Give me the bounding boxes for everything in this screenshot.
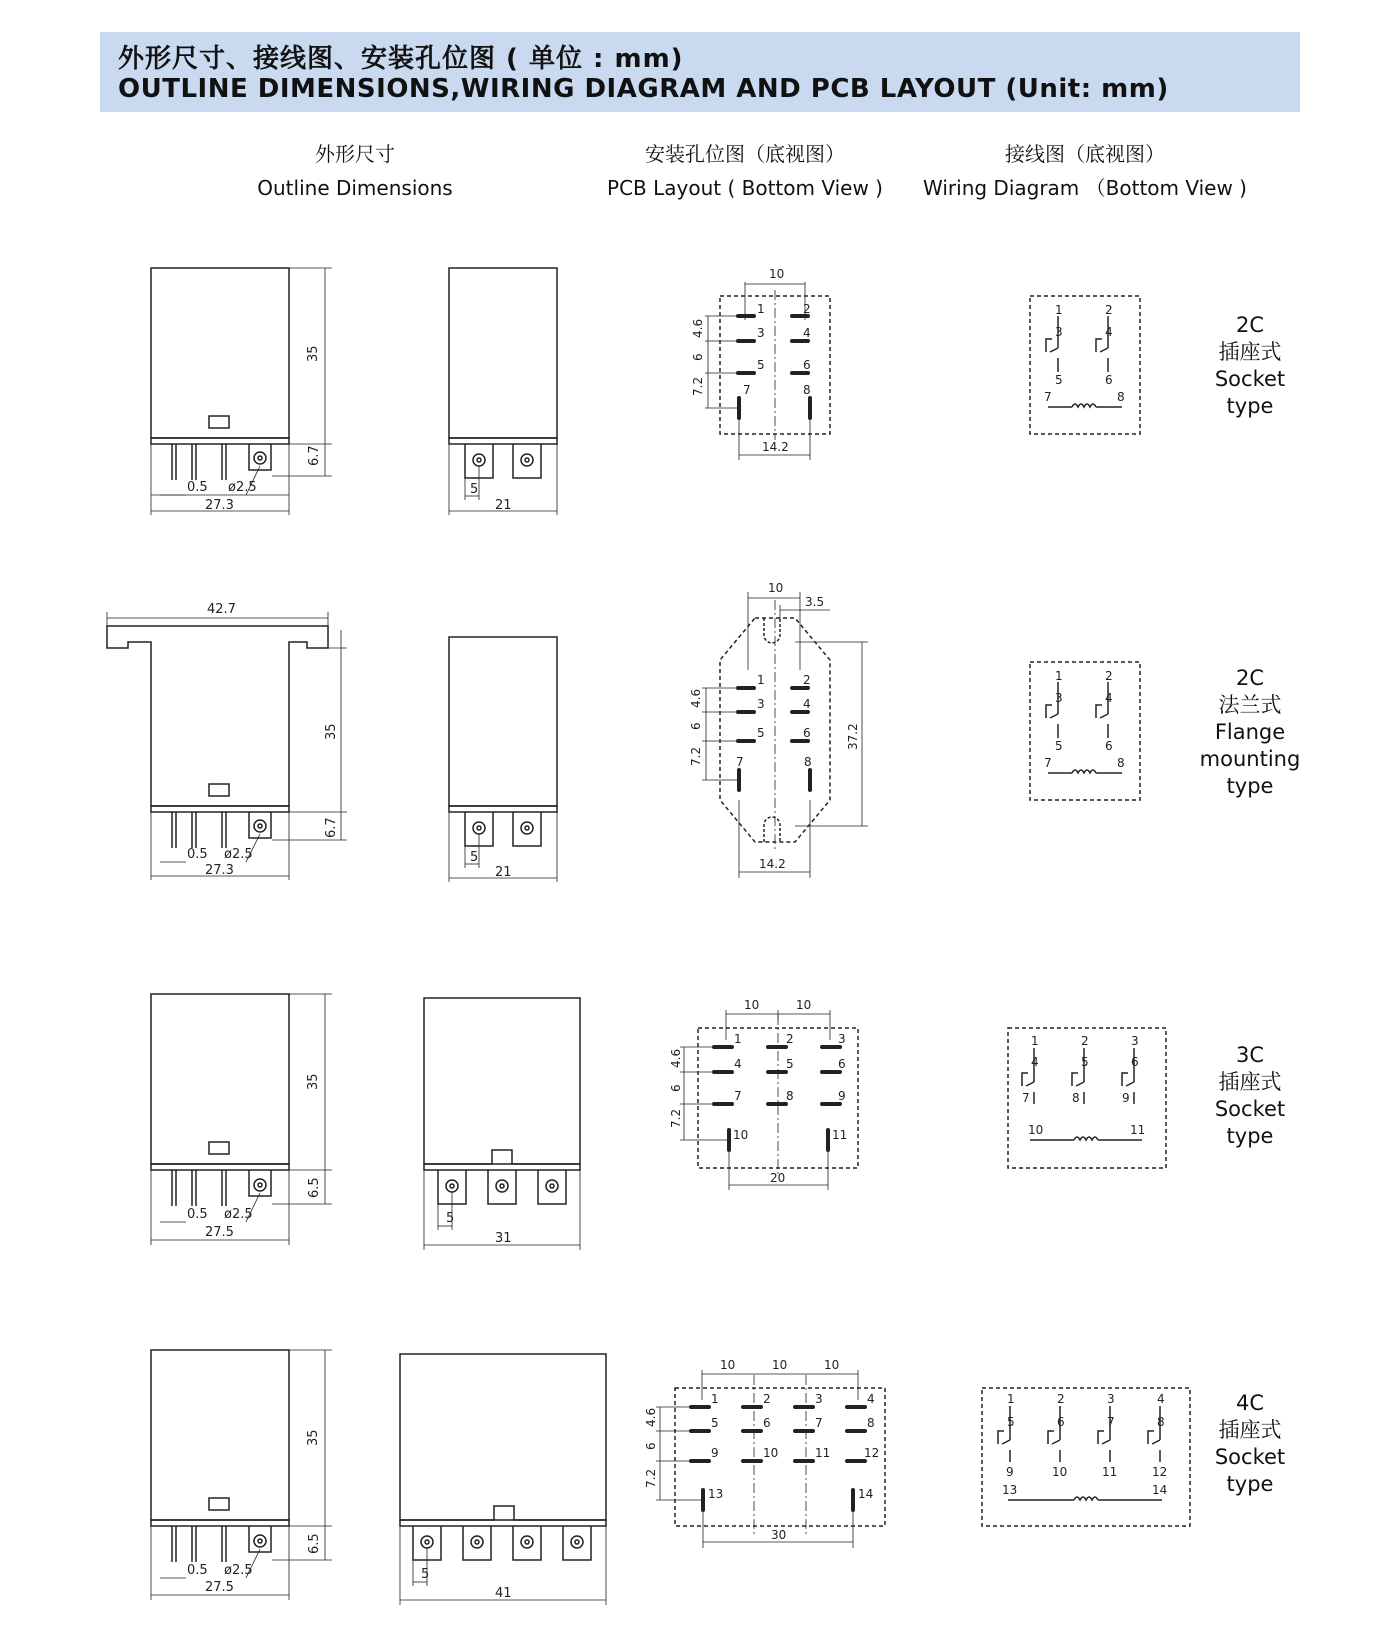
col-outline-en: Outline Dimensions [257,176,453,200]
pin-label: 2 [803,302,811,316]
pin-label: 14 [858,1487,874,1501]
pin-label: 2 [786,1032,794,1046]
pin-label: 4 [1105,691,1113,705]
pcb-dim-46: 4.6 [644,1407,658,1427]
pin-label: 8 [1117,390,1125,404]
pin-label: 1 [734,1032,742,1046]
dim-side-width: 41 [495,1586,512,1601]
dim-pin-length: 6.7 [324,817,339,838]
pcb-dim-142: 14.2 [762,440,789,454]
pin-label: 9 [1122,1091,1130,1105]
pin-label: 13 [1002,1483,1018,1497]
pin-label: 7 [1044,756,1052,770]
pin-label: 12 [1152,1465,1168,1479]
pin-label: 8 [867,1416,875,1430]
dim-side-width: 31 [495,1231,512,1246]
dim-hole: ø2.5 [224,1207,253,1222]
pin-label: 1 [1007,1392,1015,1406]
pin-label: 2 [1057,1392,1065,1406]
outline-side-row1 [449,268,557,515]
dim-height: 35 [306,1073,321,1090]
pin-label: 11 [832,1128,848,1142]
pin-label: 10 [1052,1465,1068,1479]
pin-label: 8 [1157,1415,1165,1429]
title-en: OUTLINE DIMENSIONS,WIRING DIAGRAM AND PCB LAYOUT (Unit: mm) [118,74,1169,104]
pin-label: 6 [803,726,811,740]
pin-label: 5 [757,726,765,740]
pin-label: 4 [803,326,811,340]
pin-label: 10 [763,1446,779,1460]
col-outline-zh: 外形尺寸 [315,142,395,166]
pcb-dim-20: 20 [770,1171,786,1185]
outline-side-row4 [400,1354,606,1605]
pin-label: 3 [1107,1392,1115,1406]
pin-label: 4 [734,1057,742,1071]
pcb-dim-pitch-a: 10 [744,998,760,1012]
pin-label: 7 [1022,1091,1030,1105]
pcb-dim-35: 3.5 [805,595,825,609]
dim-width: 27.5 [205,1225,234,1240]
pin-label: 1 [1055,303,1063,317]
dim-pin-width: 0.5 [187,847,208,862]
pcb-dim-6: 6 [689,722,703,730]
pin-label: 11 [1102,1465,1118,1479]
dim-pin-width: 0.5 [187,480,208,495]
dim-side-pitch: 5 [470,850,479,865]
pin-label: 9 [838,1089,846,1103]
pcb-layout-row1 [705,282,830,460]
pcb-dim-6: 6 [669,1084,683,1092]
type-zh: 法兰式 [1218,693,1282,717]
pcb-layout-row2 [702,592,868,878]
wiring-diagram-row4 [982,1388,1190,1526]
pin-label: 10 [733,1128,749,1142]
dim-pin-length: 6.5 [307,1177,322,1198]
pin-label: 6 [838,1057,846,1071]
pcb-dim-46: 4.6 [689,688,703,708]
pin-label: 7 [736,755,744,769]
outline-side-row2 [449,637,557,882]
pin-label: 1 [1055,669,1063,683]
pin-label: 7 [734,1089,742,1103]
dim-height: 35 [306,345,321,362]
pin-label: 3 [757,326,765,340]
wiring-diagram-row3 [1008,1028,1166,1168]
dim-pin-length: 6.5 [307,1533,322,1554]
pin-label: 14 [1152,1483,1168,1497]
pin-label: 9 [711,1446,719,1460]
pin-label: 6 [803,358,811,372]
pin-label: 12 [864,1446,880,1460]
type-en-2: mounting [1199,747,1301,771]
pcb-dim-pitch-c: 10 [824,1358,840,1372]
pin-label: 3 [757,697,765,711]
dim-side-width: 21 [495,498,512,513]
col-pcb-zh: 安装孔位图（底视图） [645,142,845,166]
pin-label: 8 [1072,1091,1080,1105]
dim-side-pitch: 5 [446,1211,455,1226]
pin-label: 3 [838,1032,846,1046]
dim-pin-width: 0.5 [187,1563,208,1578]
pin-label: 11 [815,1446,831,1460]
dim-height: 35 [324,723,339,740]
pin-label: 2 [1105,303,1113,317]
pcb-dim-6: 6 [644,1442,658,1450]
pcb-dim-pitch-b: 10 [796,998,812,1012]
pcb-dim-6: 6 [691,353,705,361]
col-pcb-en: PCB Layout ( Bottom View ) [607,176,883,200]
pin-label: 1 [711,1392,719,1406]
pin-label: 8 [1117,756,1125,770]
pin-label: 7 [1044,390,1052,404]
pin-label: 8 [786,1089,794,1103]
pin-label: 4 [867,1392,875,1406]
dim-width: 27.3 [205,498,234,513]
dim-hole: ø2.5 [224,847,253,862]
pin-label: 6 [1131,1055,1139,1069]
type-code: 2C [1235,666,1265,690]
pin-label: 5 [1007,1415,1015,1429]
dim-pin-length: 6.7 [307,445,322,466]
type-en: Flange [1214,720,1286,744]
wiring-diagram-row2 [1030,662,1140,800]
col-wiring-en: Wiring Diagram （Bottom View ) [923,176,1247,200]
type-code: 3C [1235,1043,1265,1067]
pin-label: 4 [1031,1055,1039,1069]
pin-label: 3 [815,1392,823,1406]
pin-label: 3 [1131,1034,1139,1048]
pin-label: 1 [757,673,765,687]
dim-pin-width: 0.5 [187,1207,208,1222]
outline-front-row1 [151,268,332,515]
dim-flange: 42.7 [207,602,236,617]
dim-hole: ø2.5 [224,1563,253,1578]
dim-hole: ø2.5 [228,480,257,495]
pin-label: 5 [757,358,765,372]
pin-label: 8 [804,755,812,769]
pcb-dim-pitch-b: 10 [772,1358,788,1372]
type-en: Socket [1214,1445,1286,1469]
type-en: Socket [1214,367,1286,391]
type-zh: 插座式 [1218,1070,1282,1094]
pcb-dim-72: 7.2 [691,376,705,396]
pcb-dim-pitch: 10 [769,267,785,281]
pcb-dim-46: 4.6 [691,318,705,338]
type-en: Socket [1214,1097,1286,1121]
wiring-diagram-row1 [1030,296,1140,434]
pin-label: 3 [1055,691,1063,705]
type-zh: 插座式 [1218,1418,1282,1442]
pin-label: 4 [803,697,811,711]
pin-label: 11 [1130,1123,1146,1137]
pin-label: 1 [757,302,765,316]
pin-label: 5 [786,1057,794,1071]
pcb-dim-72: 7.2 [644,1468,658,1488]
pin-label: 5 [711,1416,719,1430]
pin-label: 2 [1081,1034,1089,1048]
dim-side-pitch: 5 [421,1567,430,1582]
pin-label: 2 [1105,669,1113,683]
pcb-dim-72: 7.2 [689,746,703,766]
type-en-2: type [1226,1472,1274,1496]
pcb-dim-372: 37.2 [846,723,860,750]
pin-label: 7 [815,1416,823,1430]
pin-label: 13 [708,1487,724,1501]
dim-width: 27.5 [205,1580,234,1595]
pin-label: 3 [1055,325,1063,339]
pcb-dim-46: 4.6 [669,1048,683,1068]
pin-label: 5 [1081,1055,1089,1069]
title-zh: 外形尺寸、接线图、安装孔位图 ( 单位 : mm) [118,44,684,74]
outline-front-row2 [107,612,347,880]
pcb-dim-72: 7.2 [669,1108,683,1128]
pin-label: 6 [763,1416,771,1430]
pin-label: 9 [1006,1465,1014,1479]
pcb-dim-pitch-a: 10 [720,1358,736,1372]
type-code: 2C [1235,313,1265,337]
pcb-layout-row3 [680,1010,858,1190]
pin-label: 5 [1055,739,1063,753]
pcb-dim-30: 30 [771,1528,787,1542]
type-en-2: type [1226,1124,1274,1148]
pin-label: 4 [1105,325,1113,339]
pcb-dim-142: 14.2 [759,857,786,871]
dim-width: 27.3 [205,863,234,878]
pin-label: 1 [1031,1034,1039,1048]
pin-label: 6 [1105,373,1113,387]
pin-label: 4 [1157,1392,1165,1406]
pin-label: 5 [1055,373,1063,387]
type-en-3: type [1226,774,1274,798]
dim-side-pitch: 5 [470,482,479,497]
pin-label: 7 [743,383,751,397]
pin-label: 2 [803,673,811,687]
pin-label: 10 [1028,1123,1044,1137]
type-code: 4C [1235,1391,1265,1415]
pin-label: 8 [803,383,811,397]
pin-label: 6 [1057,1415,1065,1429]
type-en-2: type [1226,394,1274,418]
col-wiring-zh: 接线图（底视图） [1005,142,1165,166]
dim-height: 35 [306,1429,321,1446]
pin-label: 2 [763,1392,771,1406]
type-zh: 插座式 [1218,340,1282,364]
pcb-dim-pitch: 10 [768,581,784,595]
dim-side-width: 21 [495,865,512,880]
pin-label: 6 [1105,739,1113,753]
pin-label: 7 [1107,1415,1115,1429]
